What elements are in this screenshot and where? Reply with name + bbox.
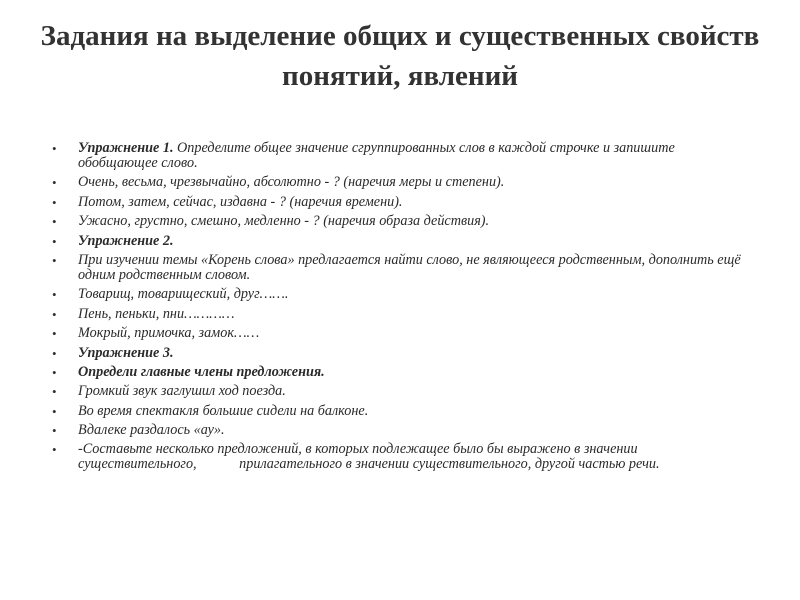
list-item-3 xyxy=(52,195,752,210)
list-item-1 xyxy=(52,141,752,171)
item-text: При изучении темы «Корень слова» предлагается найти слово, не являющееся родственным, дополнить ещё одним родственным словом. xyxy=(78,251,741,283)
bullet-icon: • xyxy=(52,403,57,419)
exercise-list xyxy=(52,141,752,477)
list-item-14 xyxy=(52,423,752,438)
slide-title: Задания на выделение общих и существенных свойств понятий, явлений xyxy=(40,20,760,92)
bullet-icon: • xyxy=(52,345,57,361)
item-text: -Составьте несколько предложений, в которых подлежащее было бы выражено в значении существительного, прилагательного в значении существительного, другой частью речи. xyxy=(78,441,660,473)
exercise-instruction: Определи главные члены предложения. xyxy=(78,363,325,380)
item-text: Во время спектакля большие сидели на балконе. xyxy=(78,402,369,419)
item-text: Товарищ, товарищеский, друг……. xyxy=(78,286,289,303)
bullet-icon: • xyxy=(52,287,57,303)
bullet-icon: • xyxy=(52,306,57,322)
bullet-icon: • xyxy=(52,175,57,191)
bullet-icon: • xyxy=(52,442,57,458)
bullet-icon: • xyxy=(52,214,57,230)
list-item-9 xyxy=(52,326,752,341)
list-item-5 xyxy=(52,234,752,249)
list-item-2 xyxy=(52,175,752,190)
exercise-heading: Упражнение 2. xyxy=(78,232,174,249)
list-item-8 xyxy=(52,307,752,322)
exercise-heading: Упражнение 1. xyxy=(78,140,174,156)
item-text: Мокрый, примочка, замок…… xyxy=(78,325,260,342)
bullet-icon: • xyxy=(52,141,57,156)
item-text: Громкий звук заглушил ход поезда. xyxy=(78,383,286,400)
list-item-13 xyxy=(52,404,752,419)
list-item-12 xyxy=(52,384,752,399)
item-text: Вдалеке раздалось «ау». xyxy=(78,422,225,439)
list-item-10 xyxy=(52,346,752,361)
bullet-icon: • xyxy=(52,194,57,210)
bullet-icon: • xyxy=(52,326,57,342)
bullet-icon: • xyxy=(52,233,57,249)
item-text: Пень, пеньки, пни………… xyxy=(78,305,235,322)
bullet-icon: • xyxy=(52,364,57,380)
bullet-icon: • xyxy=(52,384,57,400)
bullet-icon: • xyxy=(52,252,57,268)
item-text: Определите общее значение сгруппированных слов в каждой строчке и запишите обобщающее слово. xyxy=(78,140,675,171)
list-item-7 xyxy=(52,287,752,302)
item-text: Очень, весьма, чрезвычайно, абсолютно - ? (наречия меры и степени). xyxy=(78,174,505,191)
list-item-11 xyxy=(52,365,752,380)
list-item-15 xyxy=(52,442,752,472)
list-item-6 xyxy=(52,253,752,283)
bullet-icon: • xyxy=(52,423,57,439)
exercise-heading: Упражнение 3. xyxy=(78,344,174,361)
list-item-4 xyxy=(52,214,752,229)
item-text: Потом, затем, сейчас, издавна - ? (наречия времени). xyxy=(78,193,403,210)
item-text: Ужасно, грустно, смешно, медленно - ? (наречия образа действия). xyxy=(78,213,490,230)
